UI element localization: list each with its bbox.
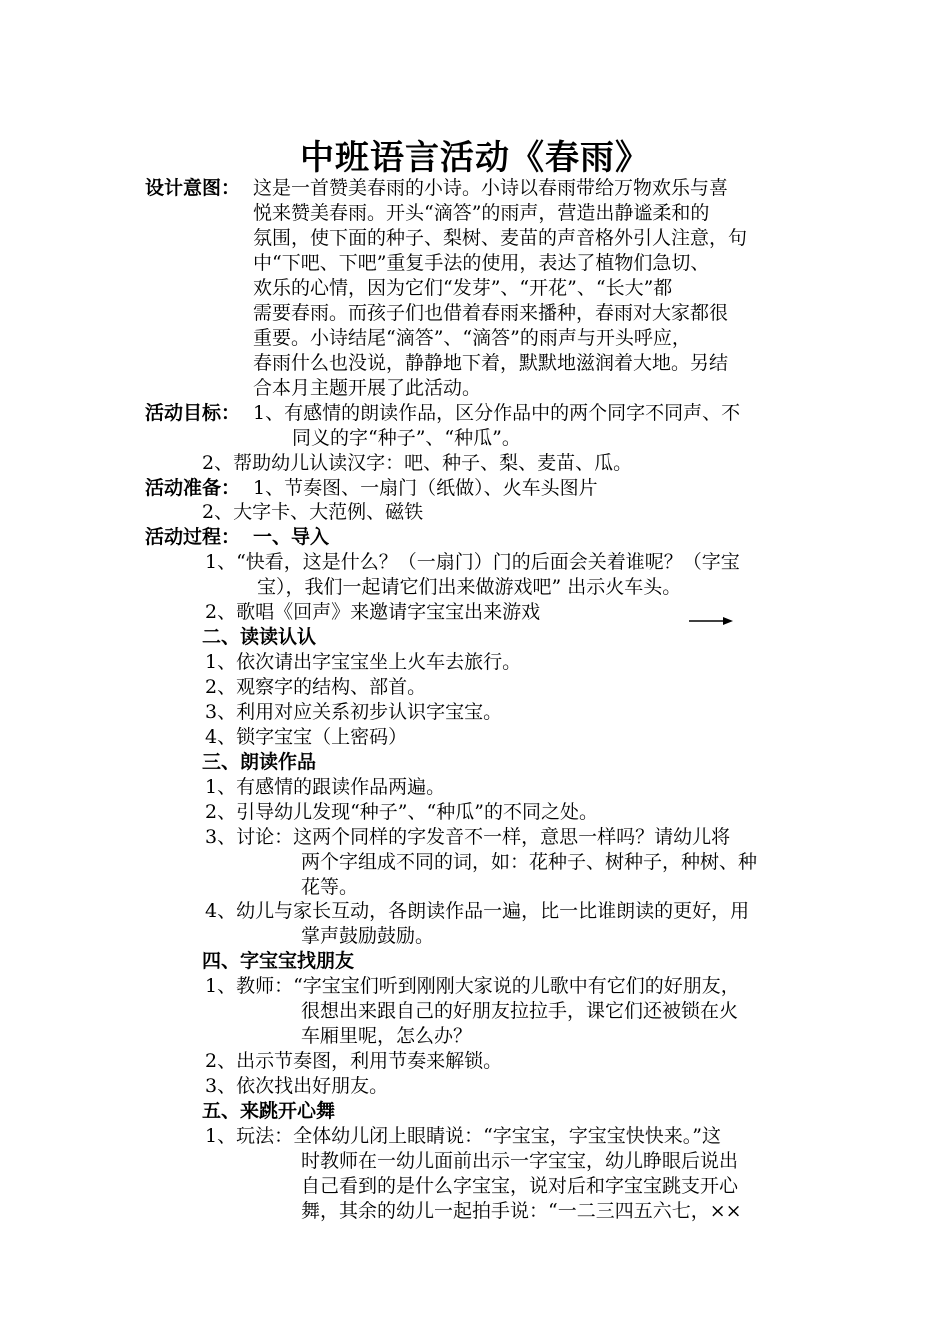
process-item: 4、幼儿与家长互动，各朗读作品一遍，比一比谁朗读的更好，用 [205,900,750,922]
design-line: 欢乐的心情，因为它们“发芽”、“开花”、“长大”都 [253,277,673,299]
prep-item: 2、大字卡、大范例、磁铁 [202,501,424,523]
section-heading: 一、导入 [253,526,330,548]
process-item: 2、引导幼儿发现“种子”、“种瓜”的不同之处。 [205,801,598,823]
goals-label: 活动目标： [145,402,241,424]
process-item: 3、讨论：这两个同样的字发音不一样，意思一样吗？请幼儿将 [205,826,731,848]
process-item: 两个字组成不同的词，如：花种子、树种子，种树、种 [301,851,758,873]
arrow-icon [689,614,733,628]
process-item: 时教师在一幼儿面前出示一字宝宝，幼儿睁眼后说出 [301,1150,739,1172]
design-line: 这是一首赞美春雨的小诗。小诗以春雨带给万物欢乐与喜 [253,177,729,199]
design-line: 春雨什么也没说，静静地下着，默默地滋润着大地。另结 [253,352,729,374]
goal-item: 2、帮助幼儿认读汉字：吧、种子、梨、麦苗、瓜。 [202,452,633,474]
process-item: 很想出来跟自己的好朋友拉拉手，课它们还被锁在火 [301,1000,739,1022]
prep-item: 1、节奏图、一扇门（纸做）、火车头图片 [253,477,598,499]
process-item: 舞，其余的幼儿一起拍手说：“一二三四五六七，×× [301,1200,742,1222]
design-line: 悦来赞美春雨。开头“滴答”的雨声，营造出静谧柔和的 [253,202,710,224]
process-item: 2、歌唱《回声》来邀请字宝宝出来游戏 [205,601,541,623]
process-item: 自己看到的是什么字宝宝，说对后和字宝宝跳支开心 [301,1175,739,1197]
design-line: 重要。小诗结尾“滴答”、“滴答”的雨声与开头呼应， [253,327,691,349]
process-item: 掌声鼓励鼓励。 [301,925,435,947]
page-title: 中班语言活动《春雨》 [300,138,650,178]
process-item: 4、锁字宝宝（上密码） [205,726,408,748]
goal-item: 1、有感情的朗读作品，区分作品中的两个同字不同声、不 [253,402,741,424]
process-item: 2、观察字的结构、部首。 [205,676,427,698]
section-heading: 五、来跳开心舞 [202,1100,336,1122]
process-label: 活动过程： [145,526,241,548]
process-item: 1、有感情的跟读作品两遍。 [205,776,446,798]
section-heading: 二、读读认认 [202,626,317,648]
section-heading: 四、字宝宝找朋友 [202,950,355,972]
process-item: 1、玩法：全体幼儿闭上眼睛说：“字宝宝，字宝宝快快来。”这 [205,1125,722,1147]
process-item: 花等。 [301,876,359,898]
process-item: 3、依次找出好朋友。 [205,1075,389,1097]
process-item: 1、依次请出字宝宝坐上火车去旅行。 [205,651,522,673]
process-item: 宝），我们一起请它们出来做游戏吧” 出示火车头。 [257,576,682,598]
design-line: 需要春雨。而孩子们也借着春雨来播种，春雨对大家都很 [253,302,729,324]
prep-label: 活动准备： [145,477,241,499]
goal-item: 同义的字“种子”、“种瓜”。 [292,427,521,449]
section-heading: 三、朗读作品 [202,751,317,773]
process-item: 1、教师：“字宝宝们听到刚刚大家说的儿歌中有它们的好朋友， [205,975,740,997]
process-item: 3、利用对应关系初步认识字宝宝。 [205,701,503,723]
design-label: 设计意图： [145,177,241,199]
design-line: 氛围，使下面的种子、梨树、麦苗的声音格外引人注意，句 [253,227,748,249]
design-line: 中“下吧、下吧”重复手法的使用，表达了植物们急切、 [253,252,710,274]
process-item: 2、出示节奏图，利用节奏来解锁。 [205,1050,503,1072]
process-item: 车厢里呢，怎么办？ [301,1025,473,1047]
design-line: 合本月主题开展了此活动。 [253,377,482,399]
process-item: 1、“快看，这是什么？（一扇门）门的后面会关着谁呢？（字宝 [205,551,740,573]
